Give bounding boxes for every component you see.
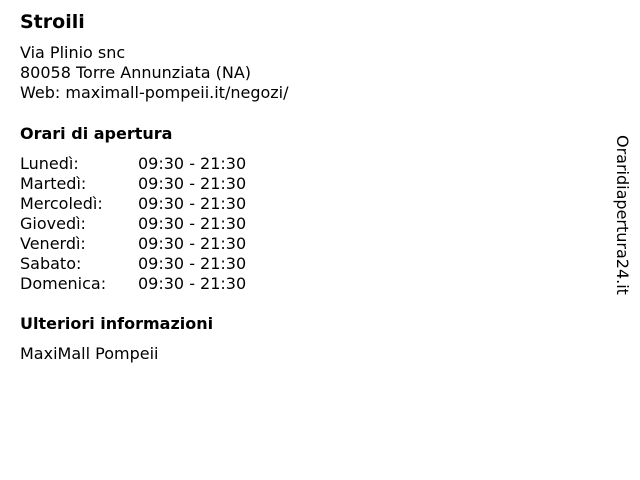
day-label: Domenica: <box>20 274 107 293</box>
day-hours: 09:30 - 21:30 <box>138 234 247 253</box>
hours-row-sunday <box>20 274 246 294</box>
day-hours: 09:30 - 21:30 <box>138 174 247 193</box>
day-hours: 09:30 - 21:30 <box>138 254 247 273</box>
day-label: Martedì: <box>20 174 87 193</box>
store-title: Stroili <box>20 11 85 33</box>
more-info-text: MaxiMall Pompeii <box>20 344 159 363</box>
hours-row-wednesday <box>20 194 246 214</box>
more-info-heading: Ulteriori informazioni <box>20 314 214 333</box>
day-hours: 09:30 - 21:30 <box>138 274 247 293</box>
opening-hours-table <box>20 154 246 294</box>
hours-row-thursday <box>20 214 246 234</box>
store-address <box>20 43 289 103</box>
opening-hours-heading: Orari di apertura <box>20 124 173 143</box>
day-hours: 09:30 - 21:30 <box>138 194 247 213</box>
day-label: Giovedì: <box>20 214 86 233</box>
day-label: Sabato: <box>20 254 82 273</box>
store-website: Web: maximall-pompeii.it/negozi/ <box>20 83 289 102</box>
address-street: Via Plinio snc <box>20 43 126 62</box>
hours-row-friday <box>20 234 246 254</box>
day-hours: 09:30 - 21:30 <box>138 154 247 173</box>
day-label: Mercoledì: <box>20 194 103 213</box>
day-label: Lunedì: <box>20 154 79 173</box>
address-city: 80058 Torre Annunziata (NA) <box>20 63 251 82</box>
day-hours: 09:30 - 21:30 <box>138 214 247 233</box>
day-label: Venerdì: <box>20 234 86 253</box>
site-watermark: Oraridiapertura24.it <box>613 135 632 295</box>
hours-row-tuesday <box>20 174 246 194</box>
hours-row-saturday <box>20 254 246 274</box>
hours-row-monday <box>20 154 246 174</box>
